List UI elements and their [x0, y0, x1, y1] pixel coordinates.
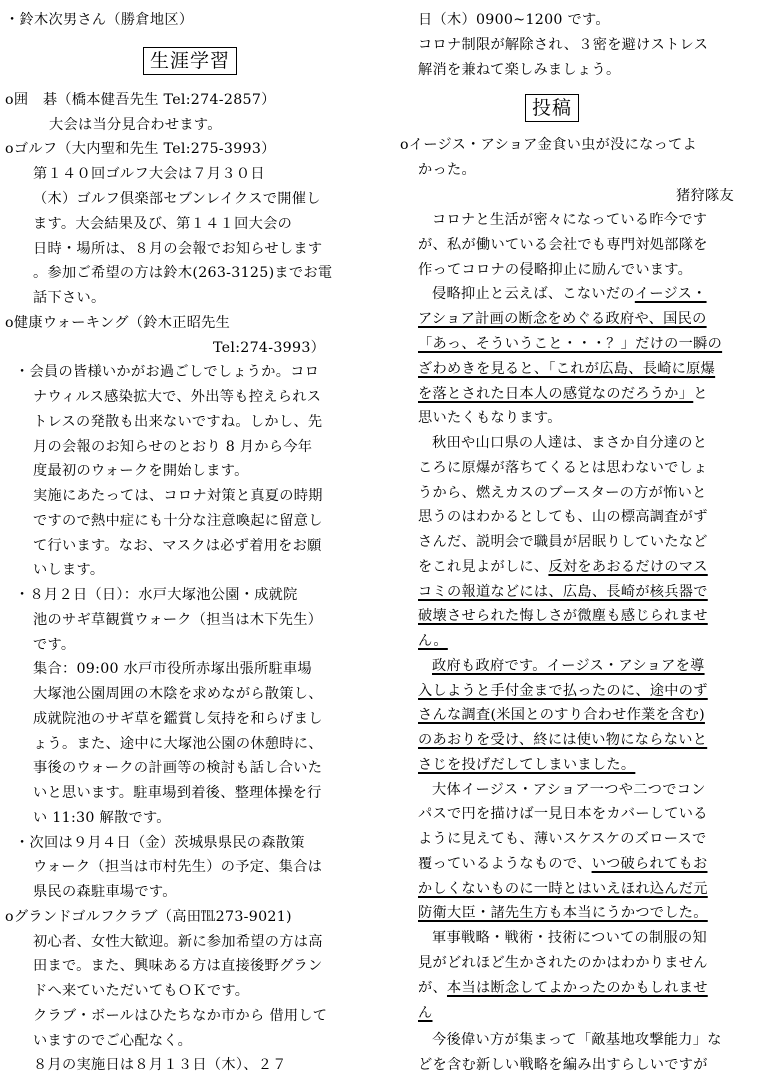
section-heading-contribution: 投稿 — [525, 94, 579, 122]
text-line: ・会員の皆様いかがお過ごしでしょうか。コロ — [15, 364, 320, 380]
text-line — [418, 384, 708, 404]
text-line: 池のサギ草観賞ウォーク（担当は木下先生） — [33, 612, 323, 628]
underlined-text-line: かしくないものに一時とはいえほれ込んだ元 — [418, 881, 708, 897]
text-line: 実施にあたっては、コロナ対策と真夏の時期 — [33, 488, 323, 504]
text-line — [418, 557, 708, 577]
underlined-text-line: 破壊させられた悔しさが微塵も感じられませ — [418, 608, 708, 624]
text-line: 度最初のウォークを開始します。 — [33, 463, 249, 479]
text-line: ο囲 碁（橋本健吾先生 Tel:274-2857） — [5, 92, 276, 108]
underlined-text-line: 防衛大臣・諸先生方も本当にうかつでした。 — [418, 905, 708, 921]
text-line: 今後偉い方が集まって「敵基地攻撃能力」な — [432, 1032, 722, 1048]
underlined-text-line: さじを投げだしてしまいました。 — [418, 757, 636, 773]
underlined-text-line: ざわめきを見ると、「これが広島、長崎に原爆 — [418, 361, 716, 377]
text-line: が、私が働いている会社でも専門対処部隊を — [418, 237, 708, 253]
text-run: 覆っているようなもので、 — [418, 856, 592, 872]
text-line: οゴルフ（大内聖和先生 Tel:275-3993） — [5, 141, 276, 157]
text-line: 思いたくもなります。 — [418, 410, 562, 426]
text-line: 思うのはわかるとしても、山の標高調査がず — [418, 509, 708, 525]
text-line: ナウィルス感染拡大で、外出等も控えられス — [33, 389, 322, 405]
text-line — [418, 854, 707, 874]
text-line: コロナと生活が密々になっている昨今です — [432, 212, 708, 228]
text-run: が、 — [418, 980, 447, 996]
underlined-text: 本当は断念してよかったのかもしれませ — [446, 980, 708, 996]
text-line: かった。 — [418, 162, 476, 178]
underlined-text-line: のあおりを受け、終には使い物にならないと — [418, 732, 708, 748]
section-heading-lifelong-learning: 生涯学習 — [143, 47, 237, 75]
text-line — [432, 284, 707, 304]
text-line: （木）ゴルフ倶楽部セブンレイクスで開催し — [33, 191, 321, 207]
text-line: どを含む新しい戦略を編み出すらしいですが — [418, 1057, 708, 1073]
text-line: 見がどれほど生かされたのかはわかりません — [418, 955, 708, 971]
text-line: ウォーク（担当は市村先生）の予定、集合は — [33, 859, 323, 875]
text-line: パスで円を描けば一見日本をカバーしている — [418, 806, 708, 822]
underlined-text-line: コミの報道などには、広島、長崎が核兵器で — [418, 584, 708, 600]
text-run: をこれ見よがしに、 — [418, 559, 549, 575]
underlined-text-line: アショア計画の断念をめぐる政府や、国民の — [418, 311, 707, 327]
text-line: うから、燃えカスのブースターの方が怖いと — [418, 485, 707, 501]
text-line: いします。 — [33, 562, 105, 578]
underlined-text: イージス・ — [634, 286, 707, 302]
text-line: いますのでご心配なく。 — [33, 1033, 193, 1049]
text-run: 侵略抑止と云えば、こないだの — [432, 286, 635, 302]
text-line: 話下さい。 — [33, 290, 106, 306]
text-line: 月の会報のお知らせのとおり 8 月から今年 — [33, 439, 313, 455]
text-line: 第１４０回ゴルフ大会は７月３０日 — [33, 166, 265, 182]
text-line: 作ってコロナの侵略抑止に励んでいます。 — [418, 262, 693, 278]
text-line: ます。大会結果及び、第１４１回大会の — [33, 216, 293, 232]
text-line: 解消を兼ねて楽しみましょう。 — [418, 62, 621, 78]
text-line: 大体イージス・アショア一つや二つでコン — [432, 782, 706, 798]
text-line: ８月の実施日は８月１３日（木）、２７ — [33, 1057, 287, 1073]
text-line: ょう。また、途中に大塚池公園の休憩時に、 — [33, 736, 323, 752]
text-line: Tel:274-3993） — [213, 340, 326, 356]
text-line: ・８月２日（日）：水戸大塚池公園・成就院 — [15, 587, 298, 603]
text-run: と — [693, 386, 708, 402]
text-line: 田まで。また、興味ある方は直接後野グラン — [33, 958, 323, 974]
text-line: て行います。なお、マスクは必ず着用をお願 — [33, 538, 322, 554]
text-line: 成就院池のサギ草を鑑賞し気持を和らげまし — [33, 711, 323, 727]
text-line: 県民の森駐車場です。 — [33, 884, 177, 900]
text-line: ・鈴木次男さん（勝倉地区） — [5, 12, 194, 28]
underlined-text: 反対をあおるだけのマス — [548, 559, 708, 575]
underlined-text-line: 政府も政府です。イージス・アショアを導 — [432, 658, 705, 674]
text-line: 初心者、女性大歓迎。新に参加希望の方は高 — [33, 934, 323, 950]
text-line — [418, 978, 708, 998]
text-line: い 11:30 解散です。 — [33, 810, 171, 826]
text-line: 。参加ご希望の方は鈴木(263-3125)までお電 — [33, 265, 333, 281]
underlined-text-line: 「あっ、そういうこと・・・？」だけの一瞬の — [418, 336, 723, 352]
text-line: ο健康ウォーキング（鈴木正昭先生 — [5, 315, 231, 331]
text-line: ・次回は９月４日（金）茨城県県民の森散策 — [15, 835, 305, 851]
underlined-text: いつ破られてもお — [591, 856, 708, 872]
text-line: 日（木）0900~1200 です。 — [418, 12, 610, 28]
text-line: ですので熱中症にも十分な注意喚起に留意し — [33, 513, 323, 529]
text-line: 軍事戦略・戦術・技術についての制服の知 — [432, 930, 707, 946]
text-line: 大会は当分見合わせます。 — [49, 117, 222, 133]
text-line: トレスの発散も出来ないですね。しかし、先 — [33, 414, 323, 430]
text-line: いと思います。駐車場到着後、整理体操を行 — [33, 785, 322, 801]
text-line: クラブ・ボールはひたちなか市から 借用して — [33, 1008, 328, 1024]
text-line: οイージス・アショア金食い虫が没になってよ — [400, 137, 698, 153]
text-line: 秋田や山口県の人達は、まさか自分達のと — [432, 435, 708, 451]
text-line: ドへ来ていただいてもＯＫです。 — [33, 983, 250, 999]
text-line: コロナ制限が解除され、３密を避けストレス — [418, 37, 709, 53]
text-line: οグランドゴルフクラブ（高田℡273-9021) — [5, 909, 292, 925]
text-line: ように見えても、薄いスケスケのズロースで — [418, 831, 707, 847]
author-name: 猪狩隊友 — [676, 188, 734, 204]
text-line: 事後のウォークの計画等の検討も話し合いた — [33, 760, 323, 776]
underlined-text-line: さんな調査(米国とのすり合わせ作業を含む) — [418, 707, 705, 723]
underlined-text-line: ん。 — [418, 633, 448, 649]
underlined-text-line: 入しようと手付金まで払ったのに、途中のず — [418, 683, 708, 699]
text-line: 集合：09:00 水戸市役所赤塚出張所駐車場 — [33, 661, 312, 677]
underlined-text-line: ん — [418, 1005, 433, 1021]
underlined-text: を落とされた日本人の感覚なのだろうか」 — [418, 386, 694, 402]
text-line: 日時・場所は、８月の会報でお知らせします — [33, 241, 323, 257]
text-line: さんだ、説明会で職員が居眠りしていたなど — [418, 534, 708, 550]
text-line: です。 — [33, 637, 76, 653]
text-line: ころに原爆が落ちてくるとは思わないでしょ — [418, 460, 708, 476]
text-line: 大塚池公園周囲の木陰を求めながら散策し、 — [33, 686, 323, 702]
